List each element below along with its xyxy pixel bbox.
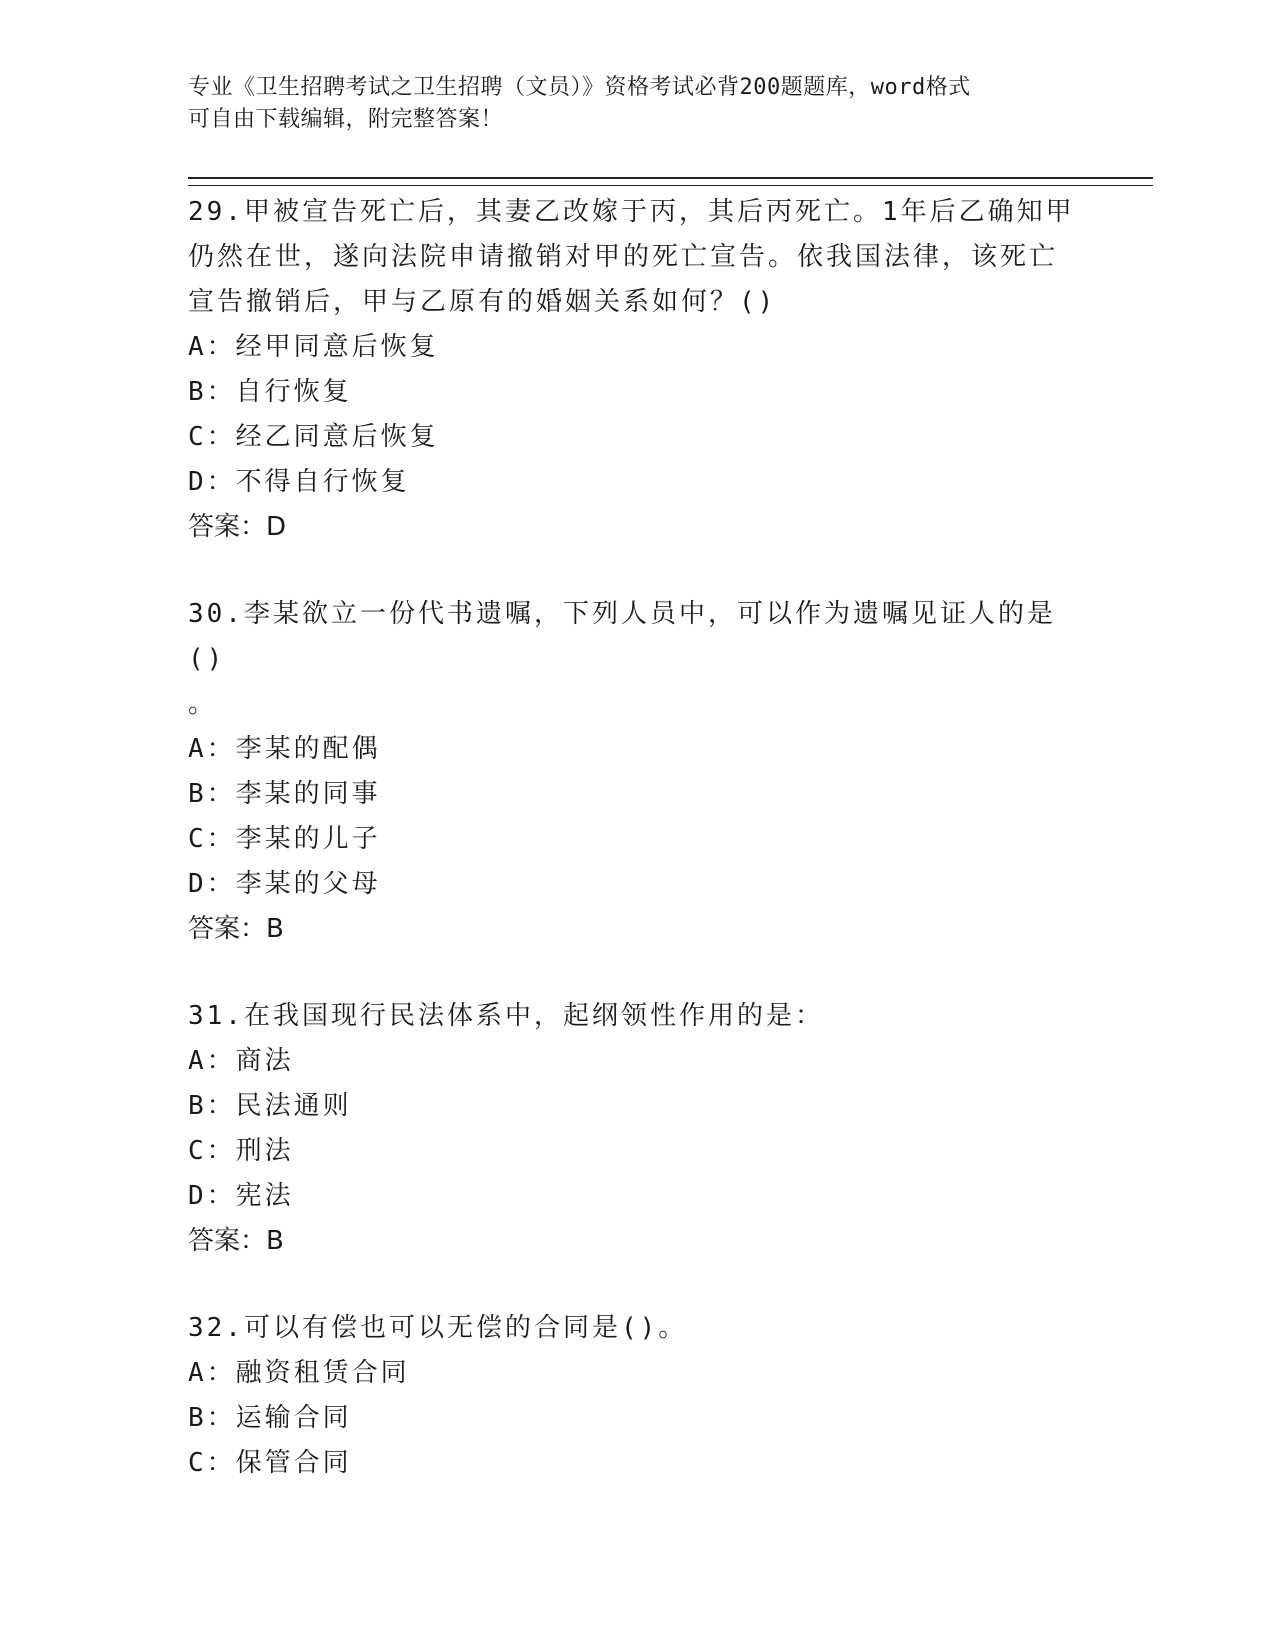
option-d: D：宪法 <box>188 1181 294 1211</box>
document-header <box>188 72 1068 136</box>
question-text-line: 宣告撤销后，甲与乙原有的婚姻关系如何？() <box>188 287 777 317</box>
option-c: C：保管合同 <box>188 1448 352 1478</box>
header-line-2: 可自由下载编辑，附完整答案！ <box>188 107 504 132</box>
question-text-line: 30.李某欲立一份代书遗嘱，下列人员中，可以作为遗嘱见证人的是() <box>188 599 1056 674</box>
option-c: C：经乙同意后恢复 <box>188 422 439 452</box>
question-text-line: 。 <box>188 689 218 719</box>
question-list <box>188 190 1088 1486</box>
question-31 <box>188 994 1088 1264</box>
answer: 答案：D <box>188 512 287 542</box>
question-32 <box>188 1306 1088 1486</box>
option-a: A：商法 <box>188 1046 294 1076</box>
option-b: B：李某的同事 <box>188 779 381 809</box>
answer: 答案：B <box>188 1226 284 1256</box>
option-a: A：李某的配偶 <box>188 734 381 764</box>
question-text-line: 29.甲被宣告死亡后，其妻乙改嫁于丙，其后丙死亡。1年后乙确知甲 <box>188 197 1075 227</box>
answer: 答案：B <box>188 914 284 944</box>
option-c: C：李某的儿子 <box>188 824 381 854</box>
question-30 <box>188 592 1088 952</box>
option-b: B：运输合同 <box>188 1403 352 1433</box>
question-text-line: 仍然在世，遂向法院申请撤销对甲的死亡宣告。依我国法律，该死亡 <box>188 242 1059 272</box>
question-29 <box>188 190 1088 550</box>
option-d: D：不得自行恢复 <box>188 467 410 497</box>
option-b: B：民法通则 <box>188 1091 352 1121</box>
question-text-line: 31.在我国现行民法体系中，起纲领性作用的是： <box>188 1001 824 1031</box>
option-c: C：刑法 <box>188 1136 294 1166</box>
question-text-line: 32.可以有偿也可以无偿的合同是()。 <box>188 1313 688 1343</box>
header-divider <box>188 177 1153 186</box>
option-a: A：经甲同意后恢复 <box>188 332 439 362</box>
option-d: D：李某的父母 <box>188 869 381 899</box>
option-a: A：融资租赁合同 <box>188 1358 410 1388</box>
header-line-1: 专业《卫生招聘考试之卫生招聘（文员）》资格考试必背200题题库，word格式 <box>188 75 971 100</box>
option-b: B：自行恢复 <box>188 377 352 407</box>
